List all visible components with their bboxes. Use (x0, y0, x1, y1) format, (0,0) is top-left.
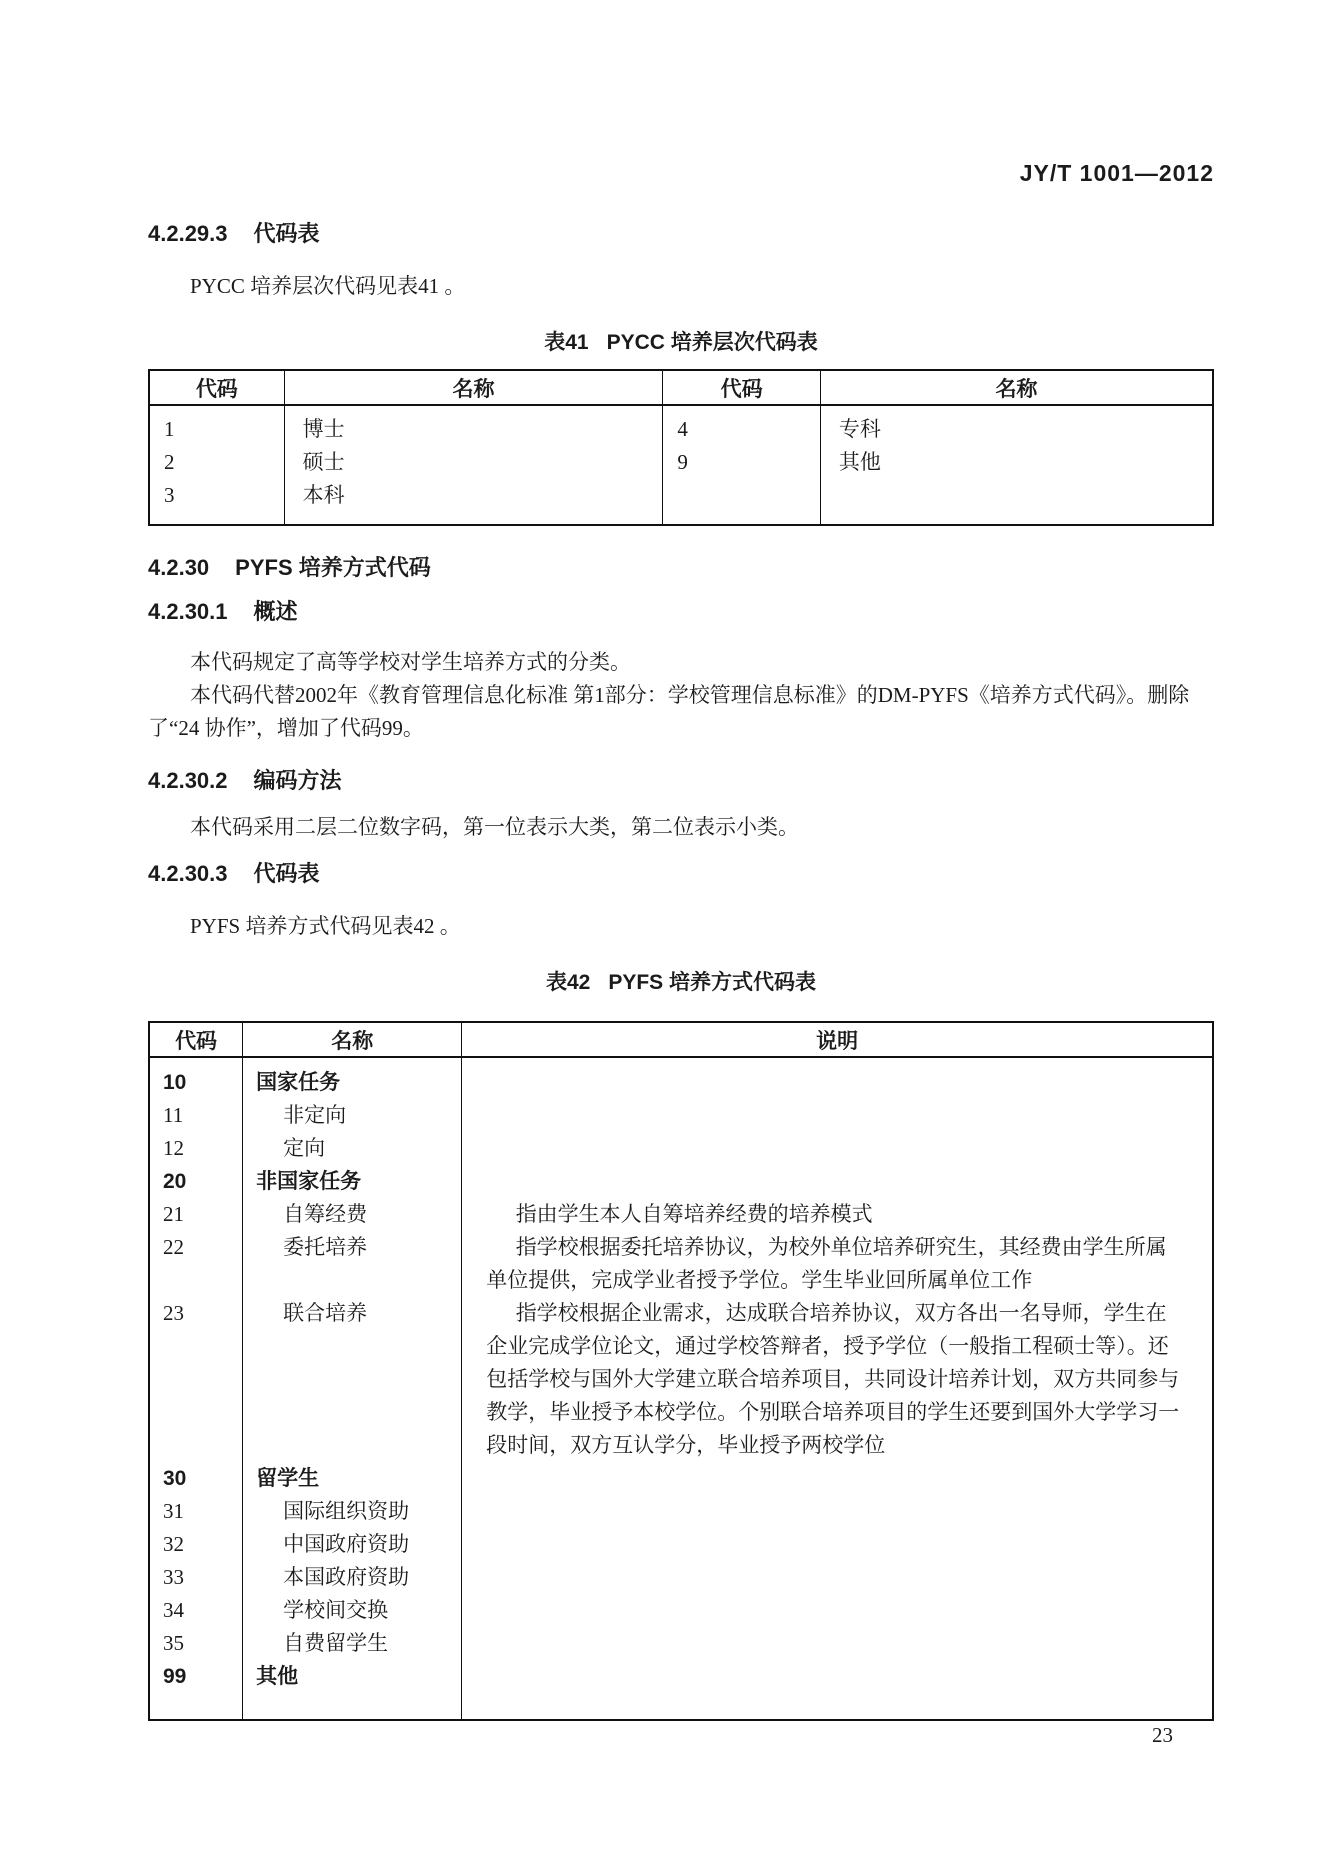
desc-value (462, 1462, 1213, 1495)
table42-header-code: 代码 (149, 1022, 243, 1057)
table42-header-desc: 说明 (462, 1022, 1213, 1057)
name-value: 国际组织资助 (243, 1495, 462, 1528)
name-value: 自筹经费 (243, 1198, 462, 1231)
paragraph-pyfs-ref: PYFS 培养方式代码见表42 。 (190, 914, 461, 938)
table-row (149, 446, 1213, 479)
name-value: 非国家任务 (243, 1165, 462, 1198)
table41-header-code-1: 代码 (149, 370, 284, 405)
name-value: 学校间交换 (243, 1594, 462, 1627)
table41-caption-title: PYCC 培养层次代码表 (606, 331, 818, 354)
section-number: 4.2.30.2 (148, 768, 228, 793)
code-value: 22 (163, 1235, 184, 1259)
name-value: 其他 (243, 1660, 462, 1720)
code-value: 32 (163, 1532, 184, 1556)
section-heading-4-2-30 (148, 554, 1214, 582)
table41-header-name-1: 名称 (284, 370, 663, 405)
desc-value (462, 1165, 1213, 1198)
paragraph-encoding: 本代码采用二层二位数字码，第一位表示大类，第二位表示小类。 (190, 815, 799, 839)
code-value: 99 (163, 1665, 187, 1688)
section-title: 代码表 (253, 861, 320, 886)
code-value: 33 (163, 1565, 184, 1589)
desc-value (462, 1057, 1213, 1099)
table41-header-name-2: 名称 (820, 370, 1213, 405)
table-row (149, 1099, 1213, 1132)
table-row (149, 1165, 1213, 1198)
desc-value (462, 1495, 1213, 1528)
desc-value (462, 1627, 1213, 1660)
table42-caption-title: PYFS 培养方式代码表 (608, 971, 817, 994)
table42-header-name: 名称 (243, 1022, 462, 1057)
desc-value: 指学校根据委托培养协议，为校外单位培养研究生，其经费由学生所属单位提供，完成学业者授予学位。学生毕业回所属单位工作 (462, 1231, 1213, 1297)
name-value: 留学生 (243, 1462, 462, 1495)
table-row (149, 1627, 1213, 1660)
desc-value (462, 1099, 1213, 1132)
section-title: 代码表 (253, 221, 320, 246)
doc-standard-number: JY/T 1001—2012 (1019, 160, 1214, 186)
code-value: 35 (163, 1631, 184, 1655)
code-value: 34 (163, 1598, 184, 1622)
section-title: 编码方法 (253, 768, 342, 793)
name-value: 委托培养 (243, 1231, 462, 1297)
name-value: 国家任务 (243, 1057, 462, 1099)
section-title: PYFS 培养方式代码 (235, 555, 431, 580)
section-heading-4-2-30-1 (148, 598, 1214, 626)
code-value: 21 (163, 1202, 184, 1226)
name-value: 联合培养 (243, 1297, 462, 1462)
paragraph-pycc-ref: PYCC 培养层次代码见表41 。 (190, 274, 466, 298)
table-row (149, 1660, 1213, 1720)
table41-header-code-2: 代码 (663, 370, 820, 405)
name-value: 定向 (243, 1132, 462, 1165)
table42-header-row (149, 1022, 1213, 1057)
name-value: 中国政府资助 (243, 1528, 462, 1561)
desc-value: 指由学生本人自筹培养经费的培养模式 (462, 1198, 1213, 1231)
code-value: 4 (663, 405, 820, 446)
table-row (149, 1594, 1213, 1627)
table41-caption-label: 表41 (544, 331, 589, 354)
table42-caption-label: 表42 (545, 971, 591, 994)
section-number: 4.2.30.3 (148, 861, 228, 886)
table-41-pycc-codes (148, 369, 1214, 526)
desc-value (462, 1528, 1213, 1561)
section-number: 4.2.30.1 (148, 599, 228, 624)
desc-value (462, 1594, 1213, 1627)
desc-value (462, 1132, 1213, 1165)
table-row (149, 1132, 1213, 1165)
name-value: 硕士 (284, 446, 663, 479)
section-heading-4-2-29-3 (148, 220, 1214, 248)
code-value: 20 (163, 1170, 187, 1193)
code-value: 12 (163, 1136, 184, 1160)
name-value: 本科 (284, 479, 663, 525)
table-row (149, 1297, 1213, 1462)
paragraph-overview-2: 本代码代替2002年《教育管理信息化标准 第1部分：学校管理信息标准》的DM-PYFS《培养方式代码》。删除了“24 协作”，增加了代码99。 (148, 683, 1190, 740)
code-value (663, 479, 820, 525)
code-value: 2 (164, 450, 175, 474)
code-value: 1 (164, 417, 175, 441)
name-value: 自费留学生 (243, 1627, 462, 1660)
paragraph-overview-1: 本代码规定了高等学校对学生培养方式的分类。 (190, 650, 631, 674)
code-value: 31 (163, 1499, 184, 1523)
code-value: 9 (663, 446, 820, 479)
name-value: 博士 (284, 405, 663, 446)
table-row (149, 1528, 1213, 1561)
table-row (149, 1198, 1213, 1231)
section-number: 4.2.29.3 (148, 221, 228, 246)
table-row (149, 1462, 1213, 1495)
desc-value (462, 1660, 1213, 1720)
code-value: 11 (163, 1103, 184, 1127)
table-42-pyfs-codes (148, 1021, 1214, 1721)
table41-caption (148, 329, 1214, 357)
name-value: 本国政府资助 (243, 1561, 462, 1594)
page-number: 23 (1152, 1723, 1173, 1747)
section-title: 概述 (253, 599, 298, 624)
table-row (149, 1057, 1213, 1099)
desc-value (462, 1561, 1213, 1594)
section-number: 4.2.30 (148, 555, 210, 580)
code-value: 30 (163, 1467, 187, 1490)
table-row (149, 1231, 1213, 1297)
desc-value: 指学校根据企业需求，达成联合培养协议，双方各出一名导师，学生在企业完成学位论文，通过学校答辩者，授予学位（一般指工程硕士等）。还包括学校与国外大学建立联合培养项目，共同设计培养计划，双方共同参与教学，毕业授予本校学位。个别联合培养项目的学生还要到国外大学学习一段时间，双方互认学分，毕业授予两校学位 (462, 1297, 1213, 1462)
code-value: 3 (164, 483, 175, 507)
section-heading-4-2-30-2 (148, 767, 1214, 795)
name-value: 非定向 (243, 1099, 462, 1132)
name-value: 专科 (820, 405, 1213, 446)
code-value: 23 (163, 1301, 184, 1325)
table-row (149, 1495, 1213, 1528)
table-row (149, 479, 1213, 525)
table-row (149, 1561, 1213, 1594)
page-content (148, 0, 1214, 1721)
name-value: 其他 (820, 446, 1213, 479)
table42-caption (148, 969, 1214, 997)
table41-header-row (149, 370, 1213, 405)
section-heading-4-2-30-3 (148, 860, 1214, 888)
name-value (820, 479, 1213, 525)
code-value: 10 (163, 1071, 187, 1094)
table-row (149, 405, 1213, 446)
